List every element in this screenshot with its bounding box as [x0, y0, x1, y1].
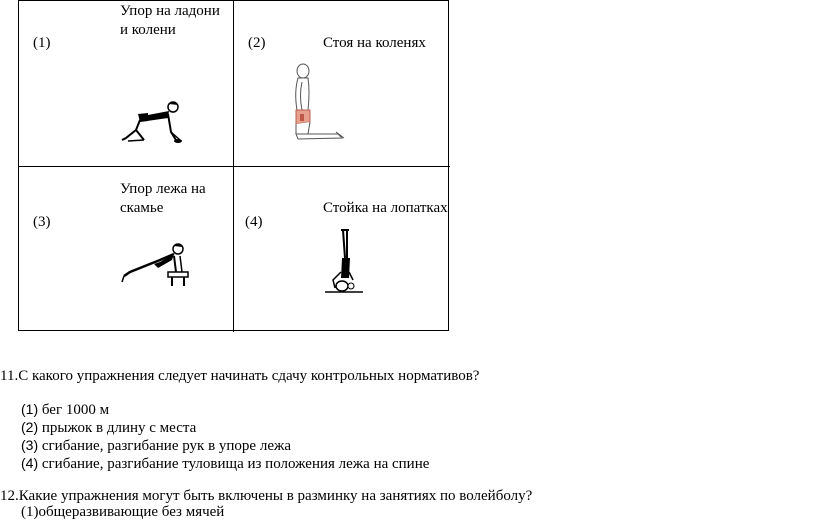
option-text: прыжок в длину с места: [41, 420, 197, 436]
cell-2-label-line1: Стоя на коленях: [323, 35, 426, 51]
question-11-option-3: [21, 436, 291, 456]
question-11-option-4: [21, 454, 429, 474]
option-number: (1): [21, 401, 39, 417]
option-number: (3): [21, 437, 39, 453]
cell-1-label-line1: Упор на ладони: [120, 3, 220, 19]
cell-1-number: (1): [33, 35, 51, 51]
question-11-option-2: [21, 418, 196, 438]
cell-4-label-line1: Стойка на лопатках: [323, 200, 448, 216]
question-12-text: 12.Какие упражнения могут быть включены в разминку на занятиях по волейболу?: [0, 488, 533, 504]
option-number: (4): [21, 455, 39, 471]
option-text: сгибание, разгибание туловища из положения лежа на спине: [41, 456, 430, 472]
option-text: бег 1000 м: [41, 402, 110, 418]
cell-4-number: (4): [245, 214, 263, 230]
kneeling-on-hands-figure: [118, 98, 184, 146]
shoulder-stand-figure: [325, 228, 365, 296]
cell-3-label-line1: Упор лежа на: [120, 181, 206, 197]
kneeling-upright-figure: [288, 62, 348, 144]
cell-1-label-line2: и колени: [120, 22, 176, 38]
cell-3-label-line2: скамье: [120, 200, 164, 216]
cell-3-number: (3): [33, 214, 51, 230]
question-11-option-1: [21, 400, 109, 420]
table-divider-horizontal: [19, 166, 450, 167]
option-number: (2): [21, 419, 39, 435]
cell-2-number: (2): [248, 35, 266, 51]
question-12-option-1: (1)общеразвивающие без мячей: [21, 504, 225, 520]
question-11-text: 11.С какого упражнения следует начинать сдачу контрольных нормативов?: [0, 368, 480, 384]
bench-push-up-figure: [120, 242, 192, 288]
option-text: сгибание, разгибание рук в упоре лежа: [41, 438, 292, 454]
